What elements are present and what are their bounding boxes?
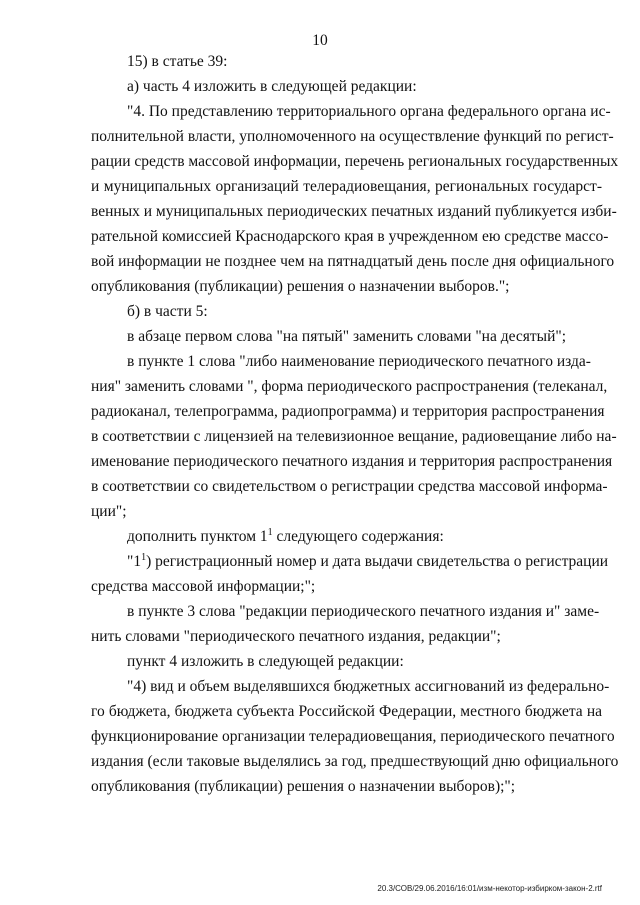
text-fragment: следующего содержания: <box>272 528 444 545</box>
text-line: именование периодического печатного издания и территория распространения <box>91 453 613 470</box>
text-line: и муниципальных организаций телерадиовещания, региональных государст- <box>91 178 602 195</box>
text-line: рательной комиссией Краснодарского края в учрежденном ею средстве массо- <box>91 228 609 245</box>
text-line: в соответствии с лицензией на телевизионное вещание, радиовещание либо на- <box>91 428 617 445</box>
superscript: 1 <box>267 527 273 538</box>
paragraph-punkt-4-text <box>91 674 619 799</box>
paragraph-punkt-1 <box>91 349 617 524</box>
page-number: 10 <box>312 32 328 49</box>
paragraph-subitem-a: а) часть 4 изложить в следующей редакции: <box>127 78 417 95</box>
text-line: в соответствии со свидетельством о регистрации средства массовой информа- <box>91 478 608 495</box>
paragraph-punkt-3 <box>91 599 602 649</box>
text-line: опубликования (публикации) решения о назначении выборов."; <box>91 278 510 295</box>
text-line: опубликования (публикации) решения о назначении выборов);"; <box>91 778 516 795</box>
text-line: функционирование организации телерадиовещания, периодического печатного <box>91 728 615 745</box>
footer-file-stamp: 20.3/СОВ/29.06.2016/16:01/изм-некотор-избирком-закон-2.rtf <box>377 884 602 893</box>
paragraph-add-punkt <box>91 524 602 549</box>
text-line: венных и муниципальных периодических печатных изданий публикуется изби- <box>91 203 617 220</box>
text-line: "4. По представлению территориального органа федерального органа ис- <box>127 103 611 120</box>
paragraph-punkt-4: пункт 4 изложить в следующей редакции: <box>127 653 404 670</box>
text-line: вой информации не позднее чем на пятнадцатый день после дня официального <box>91 253 615 270</box>
paragraph-item-15: 15) в статье 39: <box>127 53 228 70</box>
text-line: нить словами "периодического печатного издания, редакции"; <box>91 628 501 645</box>
text-line: ния" заменить словами ", форма периодического распространения (телеканал, <box>91 378 608 395</box>
text-line: "$1^1$) регистрационный номер и дата выдачи свидетельства о регистрации <box>127 552 609 570</box>
text-line: ции"; <box>91 503 127 520</box>
text-line: "4) вид и объем выделявшихся бюджетных ассигнований из федерально- <box>127 678 610 695</box>
paragraph-subitem-b: б) в части 5: <box>127 303 208 320</box>
text-line: рации средств массовой информации, перечень региональных государственных <box>91 153 619 170</box>
document-body <box>91 49 619 799</box>
text-line: полнительной власти, уполномоченного на осуществление функций по регист- <box>91 128 614 145</box>
text-line: радиоканал, телепрограмма, радиопрограмма) и территория распространения <box>91 403 605 420</box>
text-line: в пункте 1 слова "либо наименование периодического печатного изда- <box>127 353 591 370</box>
paragraph-part-4-text <box>91 99 619 299</box>
text-line: издания (если таковые выделялись за год, предшествующий дню официального <box>91 753 619 770</box>
text-line: го бюджета, бюджета субъекта Российской Федерации, местного бюджета на <box>91 703 602 720</box>
text-line: в пункте 3 слова "редакции периодического печатного издания и" заме- <box>127 603 600 620</box>
paragraph-abzac-1: в абзаце первом слова "на пятый" заменить словами "на десятый"; <box>127 328 566 345</box>
text-fragment: дополнить пунктом 1 <box>127 528 268 545</box>
text-line: средства массовой информации;"; <box>91 578 316 595</box>
paragraph-punkt-1-1-text <box>91 549 609 599</box>
